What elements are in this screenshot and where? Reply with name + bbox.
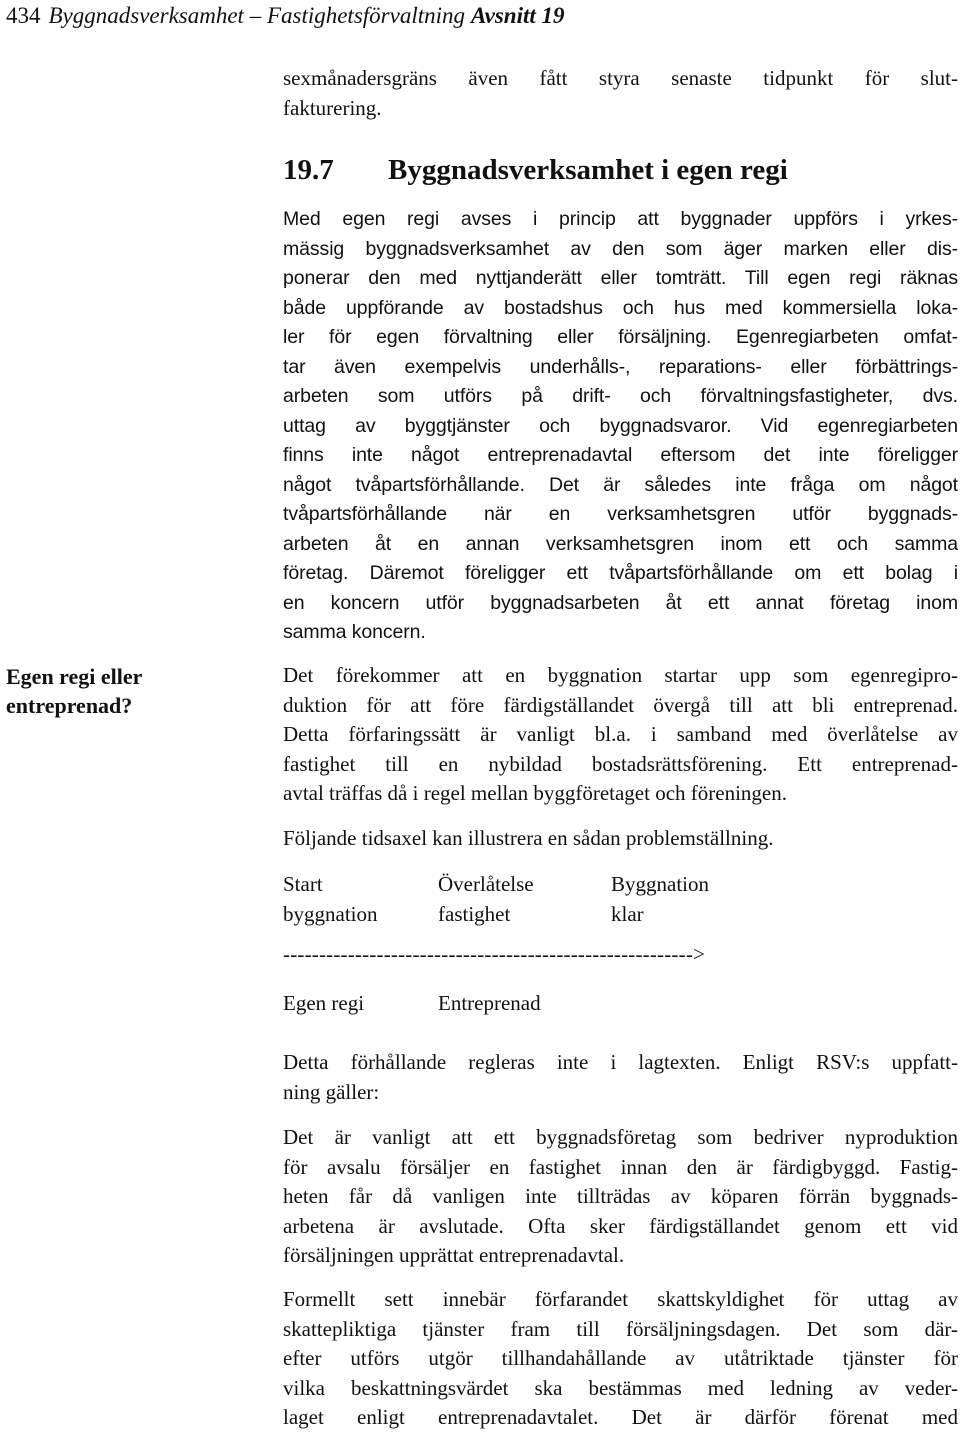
text-line: Detta förhållande regleras inte i lagtexten. Enligt RSV:s uppfatt- xyxy=(283,1050,958,1074)
text-line: finns inte något entreprenadavtal eftersom det inte föreligger xyxy=(283,444,958,466)
text-line: avtal träffas då i regel mellan byggföretaget och föreningen. xyxy=(283,781,787,805)
timeline-start-label: Start byggnation xyxy=(283,872,378,926)
paragraph-transition xyxy=(283,661,958,809)
text-line: arbeten åt en annan verksamhetsgren inom ett och samma xyxy=(283,532,958,555)
section-label: Avsnitt 19 xyxy=(471,3,565,28)
text-line: Följande tidsaxel kan illustrera en sådan problemställning. xyxy=(283,826,774,850)
paragraph-tax-liability xyxy=(283,1285,958,1433)
paragraph-timeline-intro xyxy=(283,824,958,854)
text-line: tar även exempelvis underhålls-, reparations- eller förbättrings- xyxy=(283,355,958,378)
text-line: sexmånadersgräns även fått styra senaste tidpunkt för slut- xyxy=(283,66,958,90)
margin-note-line: entreprenad? xyxy=(6,693,133,718)
text-line: både uppförande av bostadshus och hus med kommersiella loka- xyxy=(283,296,958,319)
text-line: arbeten som utförs på drift- och förvaltningsfastigheter, dvs. xyxy=(283,385,958,407)
text-line: Det förekommer att en byggnation startar upp som egenregipro- xyxy=(283,663,958,687)
text-line: fastighet till en nybildad bostadsrättsförening. Ett entreprenad- xyxy=(283,751,958,776)
phase-contract: Entreprenad xyxy=(438,991,541,1015)
text-line: för avsalu försäljer en fastighet innan den är färdigbyggd. Fastig- xyxy=(283,1154,958,1179)
text-line: vilka beskattningsvärdet ska bestämmas med ledning av veder- xyxy=(283,1375,958,1400)
text-line: Det är vanligt att ett byggnadsföretag som bedriver nyproduktion xyxy=(283,1125,958,1149)
text-line: duktion för att före färdigställandet övergå till att bli entreprenad. xyxy=(283,692,958,717)
text-line: Med egen regi avses i princip att byggnader uppförs i yrkes- xyxy=(283,208,958,230)
text-line: samma koncern. xyxy=(283,621,426,643)
paragraph-own-account xyxy=(283,205,958,648)
timeline-labels xyxy=(283,869,883,929)
text-line: uttag av byggtjänster och byggnadsvaror. Vid egenregiarbeten xyxy=(283,414,958,437)
text-line: tvåpartsförhållande när en verksamhetsgren utför byggnads- xyxy=(283,503,958,525)
timeline-transfer-label: Överlåtelse fastighet xyxy=(438,872,534,926)
text-line: skattepliktiga tjänster fram till försäljningsdagen. Det som där- xyxy=(283,1316,958,1341)
text-line: företag. Däremot föreligger ett tvåpartsförhållande om ett bolag i xyxy=(283,562,958,584)
intro-paragraph xyxy=(283,64,958,123)
phase-own-account: Egen regi xyxy=(283,991,365,1015)
section-title: Byggnadsverksamhet i egen regi xyxy=(388,154,788,186)
text-line: ponerar den med nyttjanderätt eller tomträtt. Till egen regi räknas xyxy=(283,267,958,289)
text-line: heten får då vanligen inte tillträdas av köparen förrän byggnads- xyxy=(283,1184,958,1208)
text-line: Detta förfaringssätt är vanligt bl.a. i samband med överlåtelse av xyxy=(283,722,958,746)
text-line: ler för egen förvaltning eller försäljning. Egenregiarbeten omfat- xyxy=(283,326,958,348)
text-line: ning gäller: xyxy=(283,1079,380,1104)
text-line: fakturering. xyxy=(283,95,382,120)
timeline-complete-label: Byggnation klar xyxy=(611,872,709,926)
text-line: försäljningen upprättat entreprenadavtal. xyxy=(283,1243,625,1267)
margin-note xyxy=(6,662,266,720)
running-title: Byggnadsverksamhet – Fastighetsförvaltning xyxy=(48,3,465,28)
timeline-arrow: ---------------------------------------------------------> xyxy=(283,942,706,966)
margin-note-line: Egen regi eller xyxy=(6,664,143,689)
paragraph-rsv-view xyxy=(283,1048,958,1107)
text-line: arbetena är avslutade. Ofta sker färdigställandet genom ett vid xyxy=(283,1213,958,1238)
text-line: laget enligt entreprenadavtalet. Det är därför förenat med xyxy=(283,1405,958,1429)
section-number: 19.7 xyxy=(283,154,334,186)
text-line: en koncern utför byggnadsarbeten åt ett annat företag inom xyxy=(283,591,958,614)
section-heading xyxy=(283,152,788,188)
timeline-phases xyxy=(283,988,883,1018)
text-line: Formellt sett innebär förfarandet skattskyldighet för uttag av xyxy=(283,1287,958,1311)
text-line: något tvåpartsförhållande. Det är således inte fråga om något xyxy=(283,473,958,496)
page-number: 434 xyxy=(6,3,41,28)
text-line: mässig byggnadsverksamhet av den som äger marken eller dis- xyxy=(283,237,958,260)
paragraph-quote xyxy=(283,1123,958,1271)
text-line: efter utförs utgör tillhandahållande av utåtriktade tjänster för xyxy=(283,1346,958,1370)
page-header xyxy=(6,2,565,30)
